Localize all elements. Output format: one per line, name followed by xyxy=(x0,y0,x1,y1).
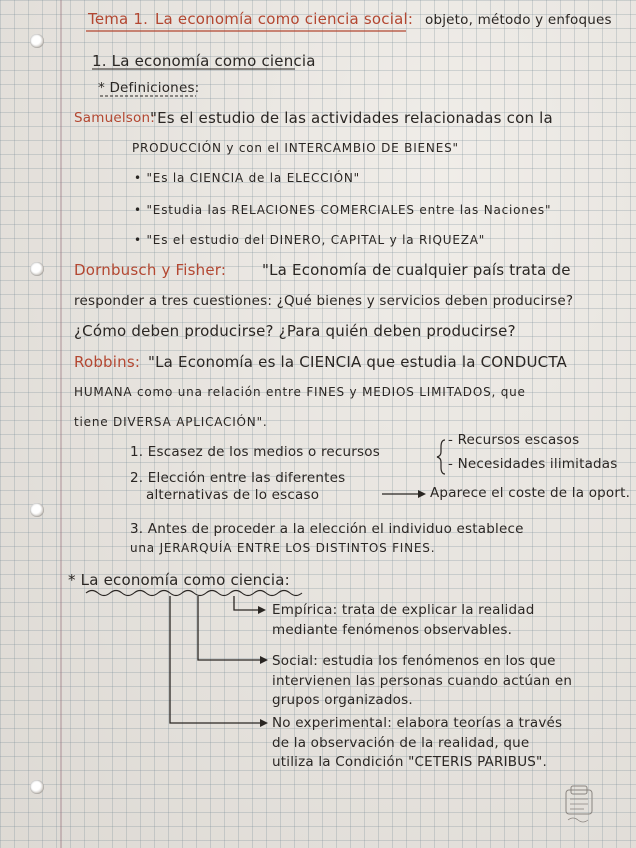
samuelson-bullet: • "Es la CIENCIA de la ELECCIÓN" xyxy=(134,171,360,185)
social-line2: intervienen las personas cuando actúan en xyxy=(272,673,573,689)
point-3-line2: una JERARQUÍA ENTRE LOS DISTINTOS FINES. xyxy=(130,541,436,555)
point-2-line1: 2. Elección entre las diferentes xyxy=(130,470,346,486)
samuelson-quote-line1: "Es el estudio de las actividades relacionadas con la xyxy=(150,109,553,127)
social-line3: grupos organizados. xyxy=(272,692,413,708)
author-dornbusch: Dornbusch y Fisher: xyxy=(74,261,227,279)
robbins-quote-line1: "La Economía es la CIENCIA que estudia la CONDUCTA xyxy=(148,353,567,371)
topic-number: Tema 1. xyxy=(88,10,149,28)
no-experimental-line2: de la observación de la realidad, que xyxy=(272,735,530,751)
samuelson-bullet: • "Es el estudio del DINERO, CAPITAL y la RIQUEZA" xyxy=(134,233,486,247)
page-title: La economía como ciencia social: xyxy=(155,10,414,28)
no-experimental-line1: No experimental: elabora teorías a través xyxy=(272,715,563,731)
page-subtitle: objeto, método y enfoques xyxy=(425,12,612,28)
robbins-quote-line3: tiene DIVERSA APLICACIÓN". xyxy=(74,415,268,429)
author-robbins: Robbins: xyxy=(74,353,141,371)
samuelson-bullet: • "Estudia las RELACIONES COMERCIALES entre las Naciones" xyxy=(134,203,552,217)
author-samuelson: Samuelson: xyxy=(74,110,156,126)
point-2-result: Aparece el coste de la oport. xyxy=(430,485,631,501)
point-1: 1. Escasez de los medios o recursos xyxy=(130,444,380,460)
point-1-item-b: - Necesidades ilimitadas xyxy=(448,456,618,472)
social-line1: Social: estudia los fenómenos en los que xyxy=(272,653,556,669)
point-2-line2: alternativas de lo escaso xyxy=(146,487,320,503)
section-heading: 1. La economía como ciencia xyxy=(92,52,316,70)
point-1-item-a: - Recursos escasos xyxy=(448,432,580,448)
dornbusch-quote-line2: responder a tres cuestiones: ¿Qué bienes y servicios deben producirse? xyxy=(74,293,574,309)
samuelson-quote-line2: PRODUCCIÓN y con el INTERCAMBIO DE BIENES" xyxy=(132,141,459,155)
empirica-line1: Empírica: trata de explicar la realidad xyxy=(272,602,535,618)
definitions-label: * Definiciones: xyxy=(98,80,200,96)
dornbusch-quote-line1: "La Economía de cualquier país trata de xyxy=(262,261,571,279)
dornbusch-quote-line3: ¿Cómo deben producirse? ¿Para quién deben producirse? xyxy=(74,322,516,340)
no-experimental-line3: utiliza la Condición "CETERIS PARIBUS". xyxy=(272,754,547,770)
point-3-line1: 3. Antes de proceder a la elección el individuo establece xyxy=(130,521,524,537)
science-heading: * La economía como ciencia: xyxy=(68,571,290,589)
empirica-line2: mediante fenómenos observables. xyxy=(272,622,513,638)
robbins-quote-line2: HUMANA como una relación entre FINES y MEDIOS LIMITADOS, que xyxy=(74,385,526,399)
doodle-stamp-icon xyxy=(560,784,598,826)
